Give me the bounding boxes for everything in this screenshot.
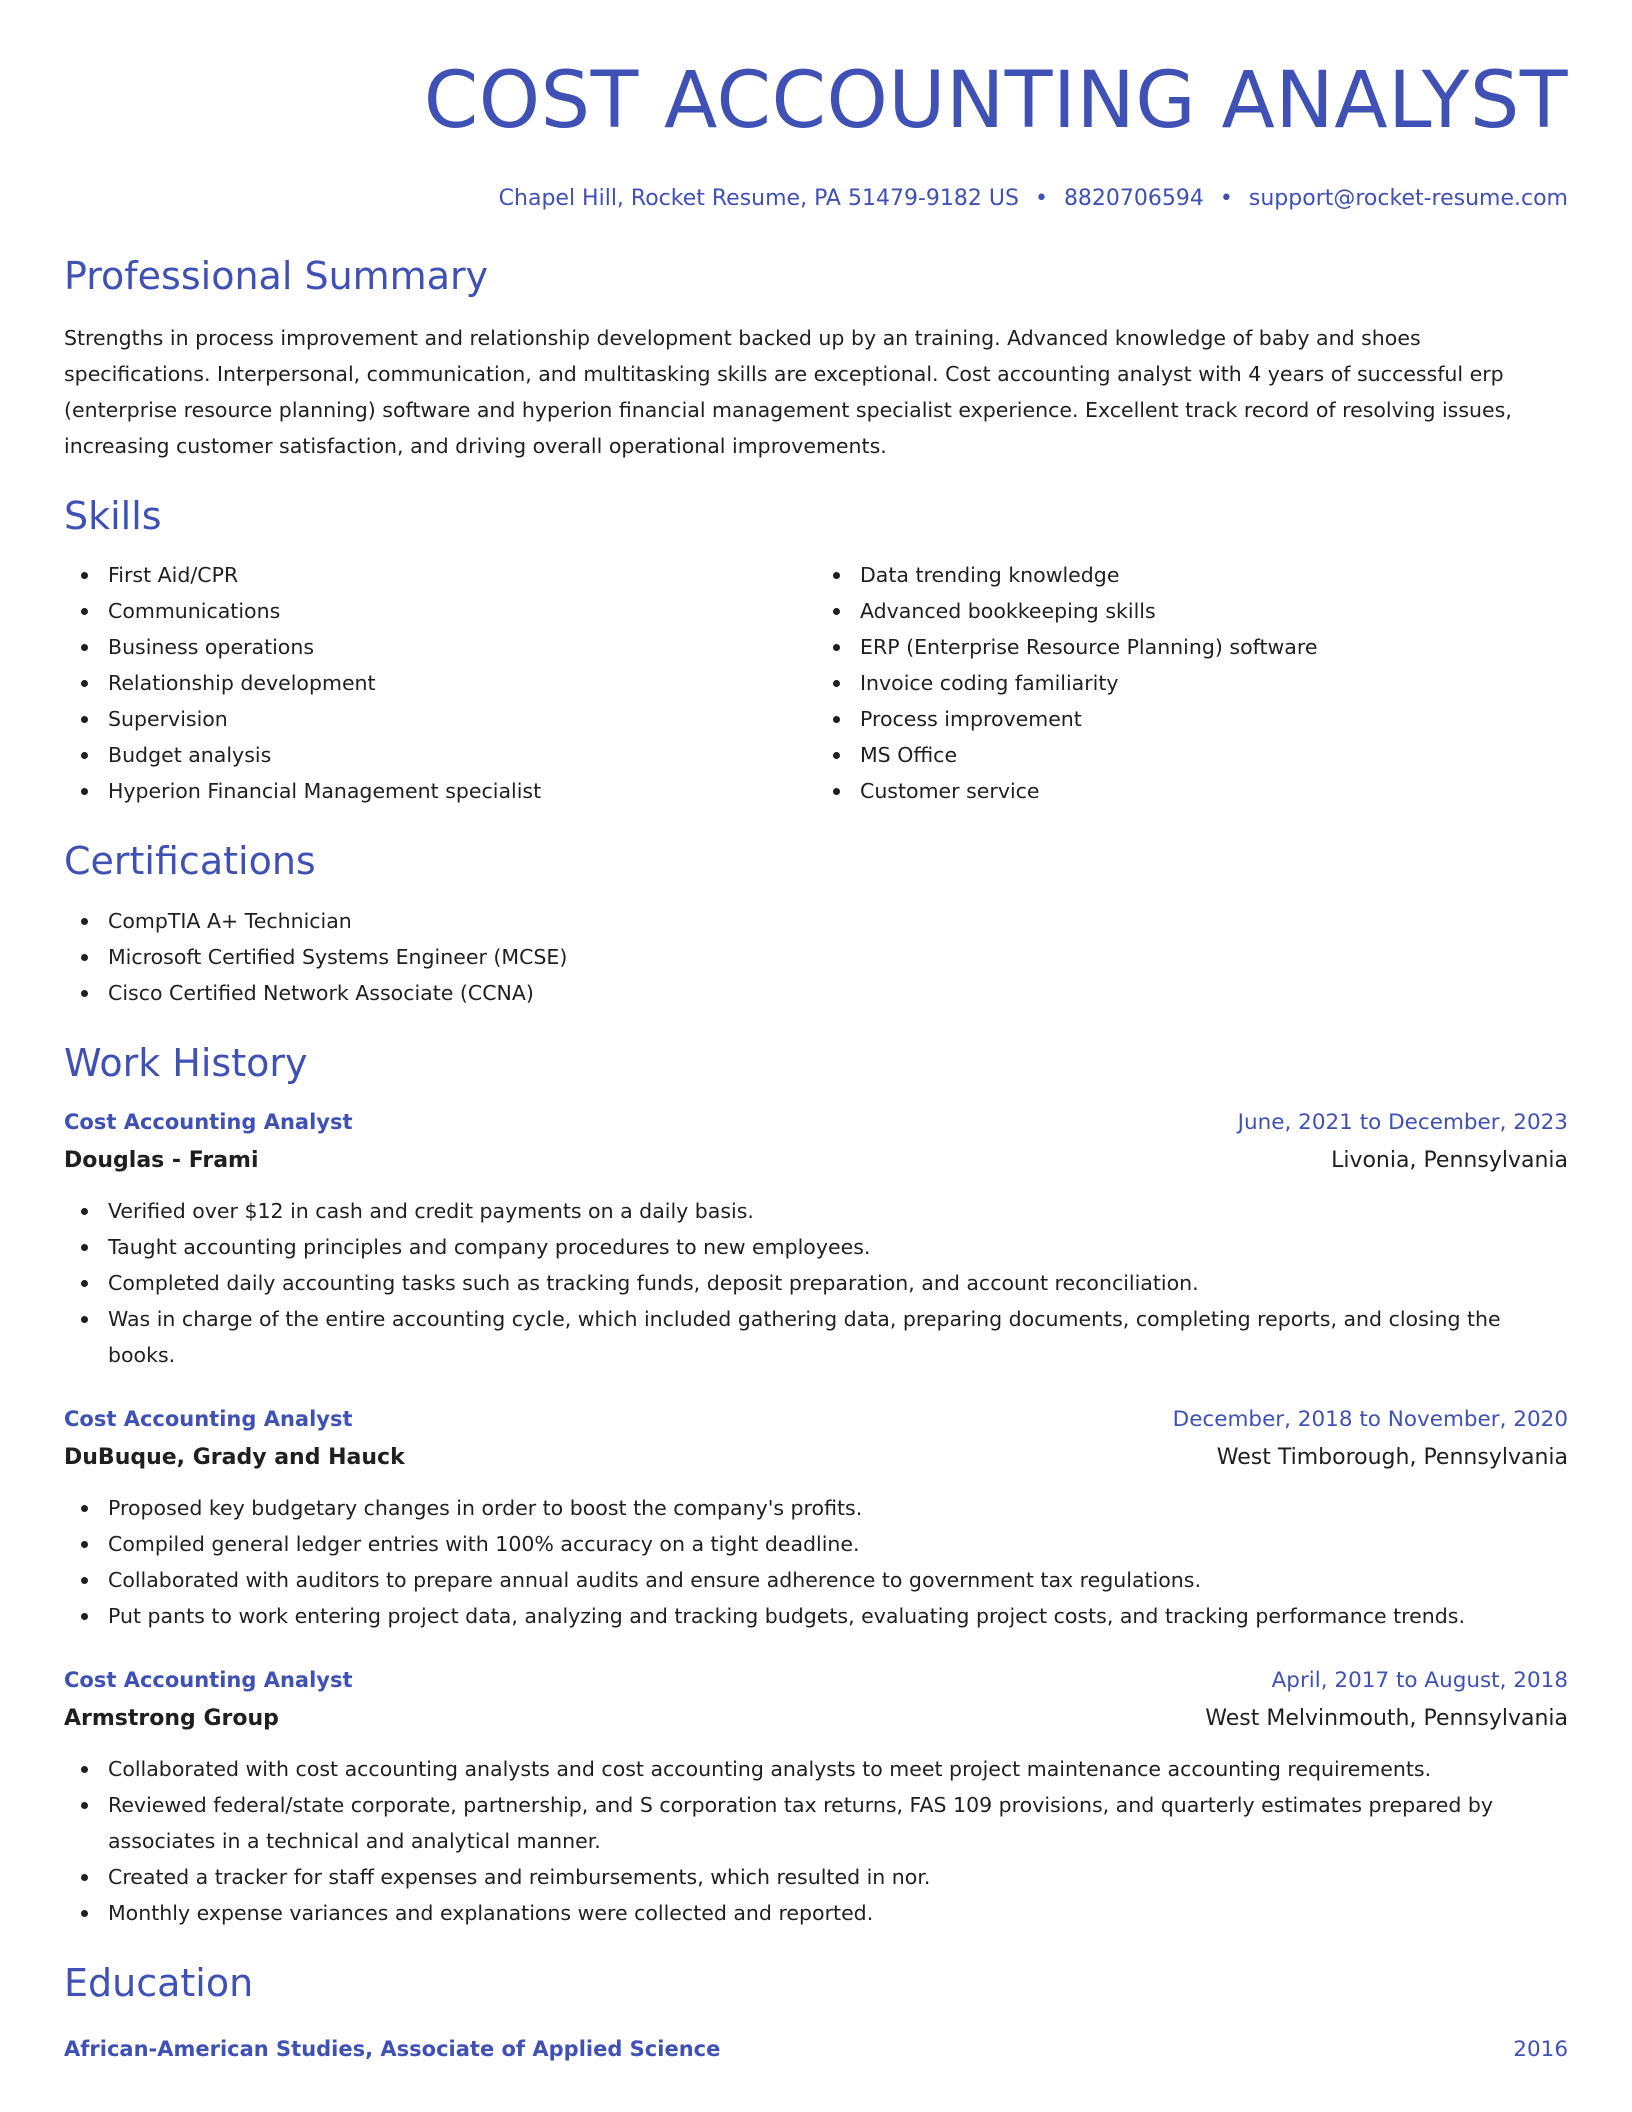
job-bullet: Created a tracker for staff expenses and reimbursements, which resulted in nor. (108, 1859, 1568, 1895)
education-degree: African-American Studies, Associate of Applied Science (64, 2036, 721, 2061)
job-company-row (64, 1141, 1568, 1181)
job-dates: December, 2018 to November, 2020 (1172, 1407, 1568, 1433)
job-dates: June, 2021 to December, 2023 (1237, 1110, 1568, 1136)
job-bullet: Compiled general ledger entries with 100% accuracy on a tight deadline. (108, 1526, 1568, 1562)
contact-separator: • (1034, 186, 1048, 211)
skill-item: MS Office (860, 737, 1568, 773)
job-entry (64, 1401, 1568, 1634)
job-bullet: Put pants to work entering project data, analyzing and tracking budgets, evaluating project costs, and tracking performance trends. (108, 1598, 1568, 1634)
job-bullet: Was in charge of the entire accounting cycle, which included gathering data, preparing documents, completing reports, and closing the books. (108, 1301, 1568, 1373)
education-year: 2016 (1513, 2036, 1568, 2062)
skills-heading: Skills (64, 493, 162, 538)
contact-email[interactable]: support@rocket-resume.com (1248, 186, 1568, 211)
resume-page (64, 0, 1568, 2068)
certifications-list (64, 903, 1568, 1011)
skill-item: First Aid/CPR (108, 557, 816, 593)
job-bullet: Collaborated with auditors to prepare annual audits and ensure adherence to government tax regulations. (108, 1562, 1568, 1598)
job-company: DuBuque, Grady and Hauck (64, 1445, 405, 1471)
summary-text: Strengths in process improvement and relationship development backed up by an training. Advanced knowledge of baby and shoes specifications. Interpersonal, communication, and multitasking skills are exceptional. Cost accounting analyst with 4 years of successful erp (enterprise resource planning) software and hyperion financial management specialist experience. Excellent track record of resolving issues, increasing customer satisfaction, and driving overall operational improvements. (64, 325, 1512, 458)
job-title: Cost Accounting Analyst (64, 1110, 353, 1135)
education-entry (64, 2031, 1568, 2068)
contact-separator: • (1219, 186, 1233, 211)
skill-item: ERP (Enterprise Resource Planning) software (860, 629, 1568, 665)
job-bullet: Reviewed federal/state corporate, partnership, and S corporation tax returns, FAS 109 provisions, and quarterly estimates prepared by associates in a technical and analytical manner. (108, 1787, 1568, 1859)
skills-list-right (816, 557, 1568, 809)
certifications-heading: Certifications (64, 839, 316, 884)
certification-item: Microsoft Certified Systems Engineer (MCSE) (108, 939, 1568, 975)
job-bullet: Taught accounting principles and company procedures to new employees. (108, 1229, 1568, 1265)
job-company-row (64, 1699, 1568, 1739)
job-location: Livonia, Pennsylvania (1331, 1148, 1568, 1174)
skill-item: Data trending knowledge (860, 557, 1568, 593)
education-heading: Education (64, 1961, 254, 2006)
job-bullet: Proposed key budgetary changes in order to boost the company's profits. (108, 1490, 1568, 1526)
job-bullet: Completed daily accounting tasks such as tracking funds, deposit preparation, and account reconciliation. (108, 1265, 1568, 1301)
job-location: West Timborough, Pennsylvania (1216, 1445, 1568, 1471)
job-header-row (64, 1662, 1568, 1699)
skill-item: Communications (108, 593, 816, 629)
skills-list-left (64, 557, 816, 809)
skill-item: Process improvement (860, 701, 1568, 737)
job-entry (64, 1104, 1568, 1373)
job-header-row (64, 1401, 1568, 1438)
work-history-heading: Work History (64, 1040, 308, 1085)
skill-item: Hyperion Financial Management specialist (108, 773, 816, 809)
contact-line (64, 184, 1568, 214)
job-header-row (64, 1104, 1568, 1141)
skill-item: Business operations (108, 629, 816, 665)
contact-phone: 8820706594 (1063, 186, 1204, 211)
job-company-row (64, 1438, 1568, 1478)
summary-heading: Professional Summary (64, 254, 489, 298)
job-dates: April, 2017 to August, 2018 (1271, 1668, 1568, 1694)
job-title: Cost Accounting Analyst (64, 1407, 353, 1432)
job-company: Armstrong Group (64, 1706, 279, 1732)
skill-item: Customer service (860, 773, 1568, 809)
job-title: Cost Accounting Analyst (64, 1668, 353, 1693)
job-bullets (64, 1490, 1568, 1634)
job-bullets (64, 1193, 1568, 1373)
job-company: Douglas - Frami (64, 1148, 259, 1174)
job-location: West Melvinmouth, Pennsylvania (1205, 1706, 1568, 1732)
job-bullet: Collaborated with cost accounting analysts and cost accounting analysts to meet project maintenance accounting requirements. (108, 1751, 1568, 1787)
job-bullets (64, 1751, 1568, 1931)
resume-title: COST ACCOUNTING ANALYST (423, 56, 1568, 146)
skill-item: Invoice coding familiarity (860, 665, 1568, 701)
certification-item: Cisco Certified Network Associate (CCNA) (108, 975, 1568, 1011)
skill-item: Advanced bookkeeping skills (860, 593, 1568, 629)
skills-columns (64, 557, 1568, 809)
certification-item: CompTIA A+ Technician (108, 903, 1568, 939)
job-bullet: Monthly expense variances and explanations were collected and reported. (108, 1895, 1568, 1931)
skill-item: Supervision (108, 701, 816, 737)
skill-item: Relationship development (108, 665, 816, 701)
job-bullet: Verified over $12 in cash and credit payments on a daily basis. (108, 1193, 1568, 1229)
skill-item: Budget analysis (108, 737, 816, 773)
job-entry (64, 1662, 1568, 1931)
contact-address: Chapel Hill, Rocket Resume, PA 51479-9182 US (498, 186, 1019, 211)
